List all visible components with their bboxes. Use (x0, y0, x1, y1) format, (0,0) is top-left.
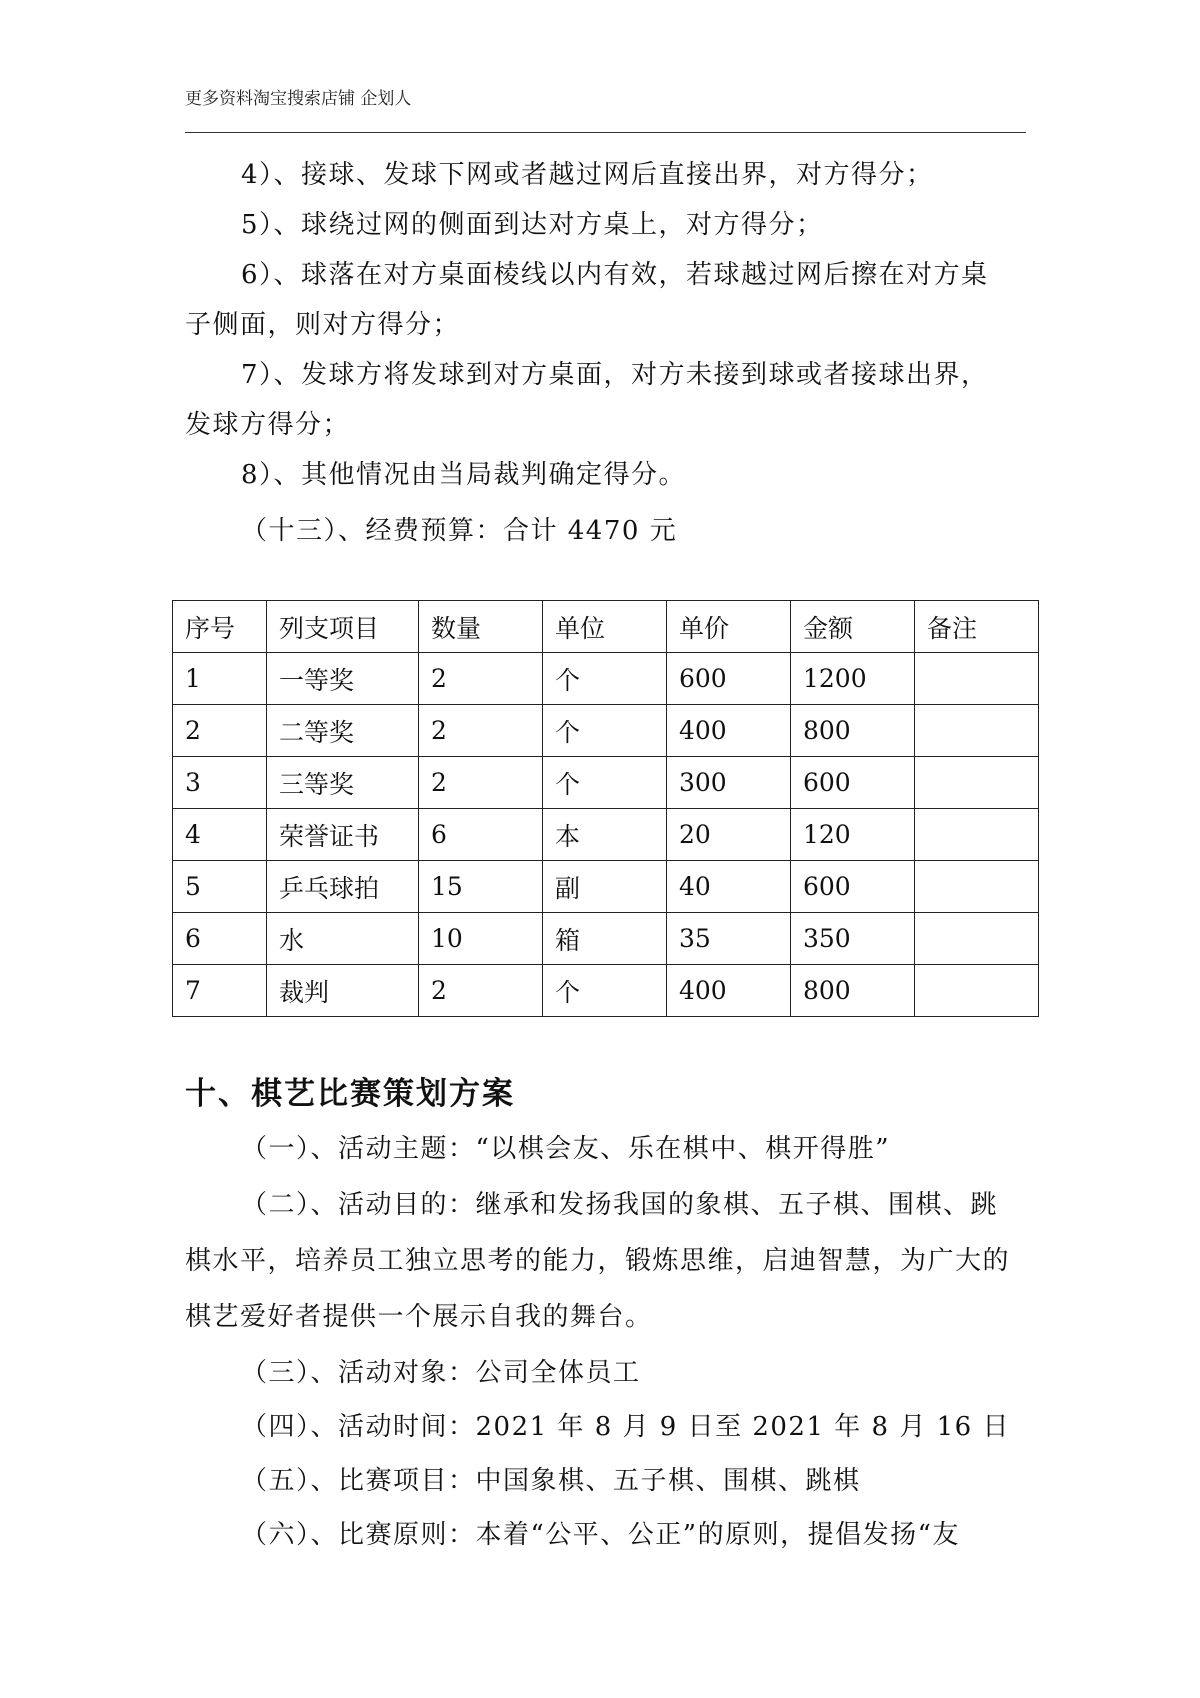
table-row (173, 705, 1039, 757)
cell-amount: 1200 (791, 653, 915, 705)
table-header-row (173, 601, 1039, 653)
cell-remarks (915, 809, 1039, 861)
table-row (173, 809, 1039, 861)
cell-unit-price: 35 (667, 913, 791, 965)
cell-item: 乒乓球拍 (267, 861, 419, 913)
cell-index: 4 (173, 809, 267, 861)
cell-quantity: 2 (419, 757, 543, 809)
cell-unit: 箱 (543, 913, 667, 965)
activity-theme: （一）、活动主题：“以棋会友、乐在棋中、棋开得胜” (241, 1134, 891, 1164)
cell-unit-price: 600 (667, 653, 791, 705)
cell-unit-price: 300 (667, 757, 791, 809)
cell-item: 一等奖 (267, 653, 419, 705)
budget-heading: （十三）、经费预算：合计 4470 元 (241, 516, 678, 546)
cell-item: 荣誉证书 (267, 809, 419, 861)
cell-amount: 600 (791, 757, 915, 809)
cell-unit-price: 20 (667, 809, 791, 861)
column-header-unit-price: 单价 (667, 601, 791, 653)
cell-quantity: 6 (419, 809, 543, 861)
cell-index: 3 (173, 757, 267, 809)
cell-amount: 120 (791, 809, 915, 861)
rule-6-continued: 子侧面，则对方得分； (185, 310, 461, 340)
cell-amount: 600 (791, 861, 915, 913)
activity-purpose-continued-1: 棋水平，培养员工独立思考的能力，锻炼思维，启迪智慧，为广大的 (185, 1246, 1011, 1276)
cell-index: 7 (173, 965, 267, 1017)
cell-unit: 个 (543, 653, 667, 705)
activity-time: （四）、活动时间：2021 年 8 月 9 日至 2021 年 8 月 16 日 (241, 1412, 1010, 1442)
cell-quantity: 2 (419, 653, 543, 705)
table-row (173, 913, 1039, 965)
cell-unit: 个 (543, 705, 667, 757)
page-header: 更多资料淘宝搜索店铺 企划人 (185, 89, 412, 109)
cell-quantity: 2 (419, 965, 543, 1017)
cell-index: 6 (173, 913, 267, 965)
table-row (173, 861, 1039, 913)
rule-7-continued: 发球方得分； (185, 410, 351, 440)
cell-quantity: 15 (419, 861, 543, 913)
table-row (173, 965, 1039, 1017)
column-header-item: 列支项目 (267, 601, 419, 653)
cell-unit-price: 400 (667, 965, 791, 1017)
cell-amount: 800 (791, 705, 915, 757)
column-header-remarks: 备注 (915, 601, 1039, 653)
competition-events: （五）、比赛项目：中国象棋、五子棋、围棋、跳棋 (241, 1466, 861, 1496)
cell-index: 2 (173, 705, 267, 757)
cell-index: 1 (173, 653, 267, 705)
cell-index: 5 (173, 861, 267, 913)
rule-4: 4）、接球、发球下网或者越过网后直接出界，对方得分； (241, 160, 934, 190)
cell-remarks (915, 965, 1039, 1017)
cell-item: 水 (267, 913, 419, 965)
rule-7: 7）、发球方将发球到对方桌面，对方未接到球或者接球出界， (241, 360, 989, 390)
cell-unit-price: 40 (667, 861, 791, 913)
cell-quantity: 10 (419, 913, 543, 965)
cell-quantity: 2 (419, 705, 543, 757)
competition-principle: （六）、比赛原则：本着“公平、公正”的原则，提倡发扬“友 (241, 1520, 960, 1550)
column-header-quantity: 数量 (419, 601, 543, 653)
cell-unit: 个 (543, 757, 667, 809)
activity-purpose-continued-2: 棋艺爱好者提供一个展示自我的舞台。 (185, 1302, 653, 1332)
column-header-amount: 金额 (791, 601, 915, 653)
table-row (173, 757, 1039, 809)
column-header-index: 序号 (173, 601, 267, 653)
table-row (173, 653, 1039, 705)
activity-audience: （三）、活动对象：公司全体员工 (241, 1358, 641, 1388)
rule-8: 8）、其他情况由当局裁判确定得分。 (241, 460, 687, 490)
cell-unit: 本 (543, 809, 667, 861)
rule-5: 5）、球绕过网的侧面到达对方桌上，对方得分； (241, 210, 824, 240)
cell-item: 裁判 (267, 965, 419, 1017)
cell-item: 二等奖 (267, 705, 419, 757)
cell-remarks (915, 861, 1039, 913)
cell-item: 三等奖 (267, 757, 419, 809)
column-header-unit: 单位 (543, 601, 667, 653)
rule-6: 6）、球落在对方桌面棱线以内有效，若球越过网后擦在对方桌 (241, 260, 989, 290)
cell-amount: 800 (791, 965, 915, 1017)
cell-unit: 个 (543, 965, 667, 1017)
cell-remarks (915, 913, 1039, 965)
budget-table (172, 600, 1039, 1017)
cell-remarks (915, 653, 1039, 705)
cell-amount: 350 (791, 913, 915, 965)
section-title: 十、棋艺比赛策划方案 (185, 1076, 515, 1112)
cell-unit-price: 400 (667, 705, 791, 757)
cell-remarks (915, 705, 1039, 757)
header-divider (185, 132, 1026, 133)
activity-purpose: （二）、活动目的：继承和发扬我国的象棋、五子棋、围棋、跳 (241, 1190, 999, 1220)
cell-remarks (915, 757, 1039, 809)
cell-unit: 副 (543, 861, 667, 913)
